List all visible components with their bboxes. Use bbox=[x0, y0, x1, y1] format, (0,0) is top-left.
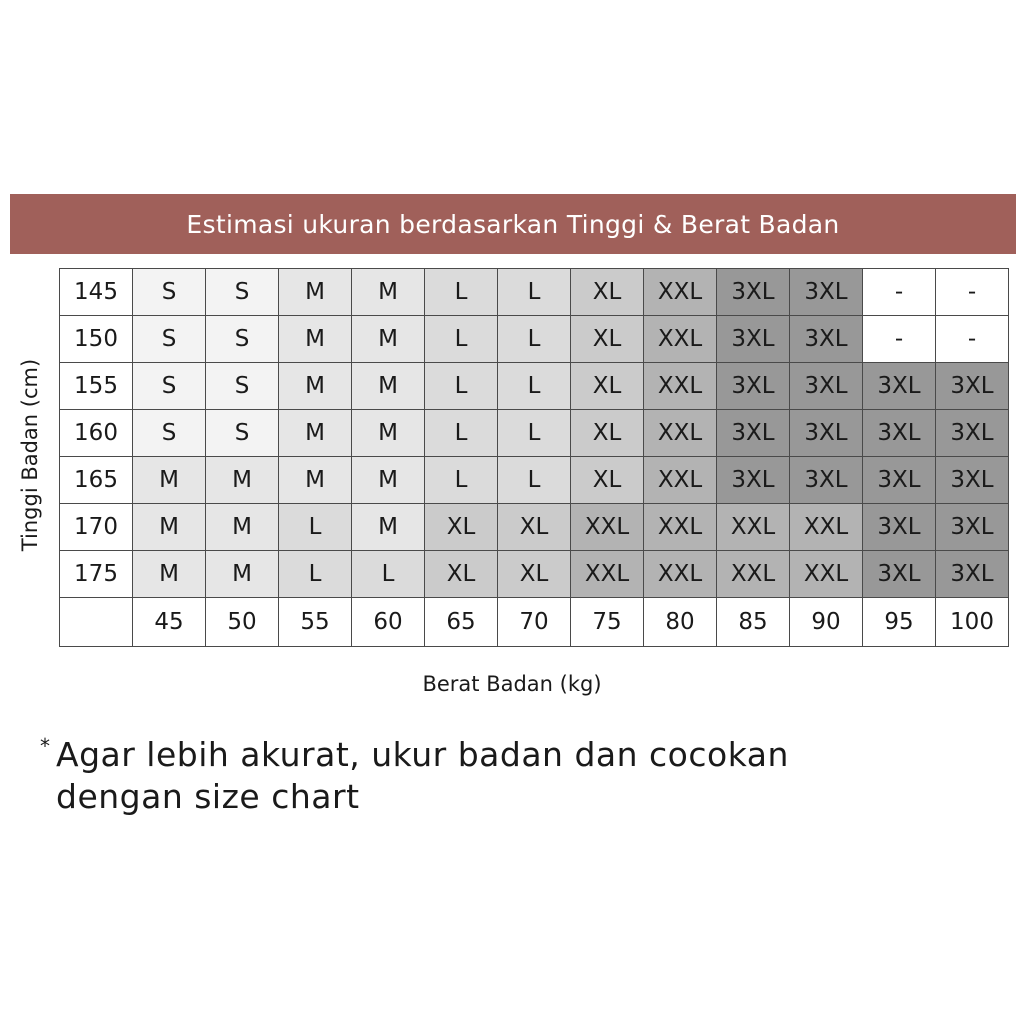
weight-label: 45 bbox=[133, 598, 206, 647]
height-label: 145 bbox=[60, 269, 133, 316]
size-cell: M bbox=[279, 410, 352, 457]
size-cell: 3XL bbox=[717, 363, 790, 410]
size-cell: 3XL bbox=[717, 316, 790, 363]
size-cell: XL bbox=[571, 457, 644, 504]
size-cell: XXL bbox=[644, 410, 717, 457]
x-axis-label: Berat Badan (kg) bbox=[422, 672, 602, 696]
size-cell: XXL bbox=[644, 551, 717, 598]
size-cell: L bbox=[498, 457, 571, 504]
corner-cell bbox=[60, 598, 133, 647]
table-row bbox=[60, 410, 1009, 457]
table-row bbox=[60, 504, 1009, 551]
size-cell: S bbox=[206, 363, 279, 410]
size-cell: M bbox=[206, 457, 279, 504]
size-cell: M bbox=[352, 269, 425, 316]
weight-row bbox=[60, 598, 1009, 647]
size-cell: L bbox=[498, 363, 571, 410]
size-cell: S bbox=[133, 269, 206, 316]
size-cell: 3XL bbox=[790, 316, 863, 363]
size-cell: 3XL bbox=[717, 269, 790, 316]
size-cell: L bbox=[498, 316, 571, 363]
size-cell: - bbox=[936, 316, 1009, 363]
footnote-line-1: Agar lebih akurat, ukur badan dan cocokan bbox=[56, 735, 789, 774]
size-cell: 3XL bbox=[863, 504, 936, 551]
size-cell: XL bbox=[571, 410, 644, 457]
footnote bbox=[40, 734, 940, 818]
size-cell: L bbox=[279, 504, 352, 551]
size-cell: L bbox=[425, 410, 498, 457]
size-cell: M bbox=[133, 551, 206, 598]
weight-label: 65 bbox=[425, 598, 498, 647]
footnote-asterisk: * bbox=[40, 734, 51, 758]
size-cell: 3XL bbox=[790, 410, 863, 457]
size-cell: L bbox=[425, 316, 498, 363]
size-cell: 3XL bbox=[717, 457, 790, 504]
height-label: 170 bbox=[60, 504, 133, 551]
size-cell: 3XL bbox=[790, 363, 863, 410]
size-cell: M bbox=[352, 363, 425, 410]
size-cell: 3XL bbox=[790, 269, 863, 316]
size-cell: XXL bbox=[790, 504, 863, 551]
weight-label: 50 bbox=[206, 598, 279, 647]
size-cell: - bbox=[936, 269, 1009, 316]
size-cell: M bbox=[352, 457, 425, 504]
weight-label: 55 bbox=[279, 598, 352, 647]
size-cell: 3XL bbox=[863, 457, 936, 504]
size-cell: XXL bbox=[644, 269, 717, 316]
weight-label: 80 bbox=[644, 598, 717, 647]
size-cell: M bbox=[279, 316, 352, 363]
size-cell: 3XL bbox=[790, 457, 863, 504]
weight-label: 60 bbox=[352, 598, 425, 647]
size-cell: S bbox=[206, 316, 279, 363]
size-cell: XXL bbox=[644, 363, 717, 410]
size-cell: XXL bbox=[717, 504, 790, 551]
size-cell: XXL bbox=[644, 457, 717, 504]
size-cell: M bbox=[133, 504, 206, 551]
size-cell: 3XL bbox=[863, 363, 936, 410]
size-table bbox=[59, 268, 1009, 647]
weight-label: 70 bbox=[498, 598, 571, 647]
size-cell: 3XL bbox=[936, 410, 1009, 457]
size-cell: L bbox=[498, 269, 571, 316]
height-label: 155 bbox=[60, 363, 133, 410]
chart-title: Estimasi ukuran berdasarkan Tinggi & Berat Badan bbox=[10, 194, 1016, 254]
height-label: 150 bbox=[60, 316, 133, 363]
size-cell: L bbox=[425, 457, 498, 504]
table-row bbox=[60, 316, 1009, 363]
weight-label: 75 bbox=[571, 598, 644, 647]
size-cell: 3XL bbox=[863, 410, 936, 457]
weight-label: 100 bbox=[936, 598, 1009, 647]
size-cell: 3XL bbox=[936, 363, 1009, 410]
size-cell: XL bbox=[498, 551, 571, 598]
size-cell: M bbox=[352, 504, 425, 551]
size-cell: XXL bbox=[571, 504, 644, 551]
size-cell: 3XL bbox=[863, 551, 936, 598]
height-label: 160 bbox=[60, 410, 133, 457]
size-cell: 3XL bbox=[936, 504, 1009, 551]
size-cell: XL bbox=[425, 551, 498, 598]
size-cell: XL bbox=[425, 504, 498, 551]
size-cell: M bbox=[279, 363, 352, 410]
size-cell: XL bbox=[498, 504, 571, 551]
size-cell: 3XL bbox=[936, 457, 1009, 504]
weight-label: 90 bbox=[790, 598, 863, 647]
size-cell: S bbox=[133, 410, 206, 457]
size-cell: - bbox=[863, 316, 936, 363]
size-cell: 3XL bbox=[936, 551, 1009, 598]
table-row bbox=[60, 363, 1009, 410]
table-row bbox=[60, 457, 1009, 504]
size-cell: S bbox=[206, 269, 279, 316]
size-cell: XXL bbox=[644, 504, 717, 551]
size-cell: L bbox=[498, 410, 571, 457]
height-label: 165 bbox=[60, 457, 133, 504]
size-cell: L bbox=[279, 551, 352, 598]
size-cell: L bbox=[425, 269, 498, 316]
table-row bbox=[60, 269, 1009, 316]
size-cell: L bbox=[425, 363, 498, 410]
size-cell: M bbox=[133, 457, 206, 504]
size-cell: - bbox=[863, 269, 936, 316]
size-cell: S bbox=[133, 363, 206, 410]
size-cell: XL bbox=[571, 363, 644, 410]
weight-label: 95 bbox=[863, 598, 936, 647]
size-cell: M bbox=[352, 316, 425, 363]
size-cell: XXL bbox=[644, 316, 717, 363]
size-cell: L bbox=[352, 551, 425, 598]
size-cell: S bbox=[133, 316, 206, 363]
y-axis-label: Tinggi Badan (cm) bbox=[18, 358, 42, 552]
footnote-line-2: dengan size chart bbox=[56, 777, 360, 816]
size-cell: M bbox=[206, 551, 279, 598]
size-cell: XL bbox=[571, 316, 644, 363]
size-cell: XL bbox=[571, 269, 644, 316]
size-cell: M bbox=[206, 504, 279, 551]
size-cell: M bbox=[279, 269, 352, 316]
table-row bbox=[60, 551, 1009, 598]
size-cell: XXL bbox=[790, 551, 863, 598]
size-cell: XXL bbox=[571, 551, 644, 598]
size-cell: M bbox=[279, 457, 352, 504]
size-cell: XXL bbox=[717, 551, 790, 598]
size-cell: 3XL bbox=[717, 410, 790, 457]
weight-label: 85 bbox=[717, 598, 790, 647]
size-cell: M bbox=[352, 410, 425, 457]
height-label: 175 bbox=[60, 551, 133, 598]
size-cell: S bbox=[206, 410, 279, 457]
